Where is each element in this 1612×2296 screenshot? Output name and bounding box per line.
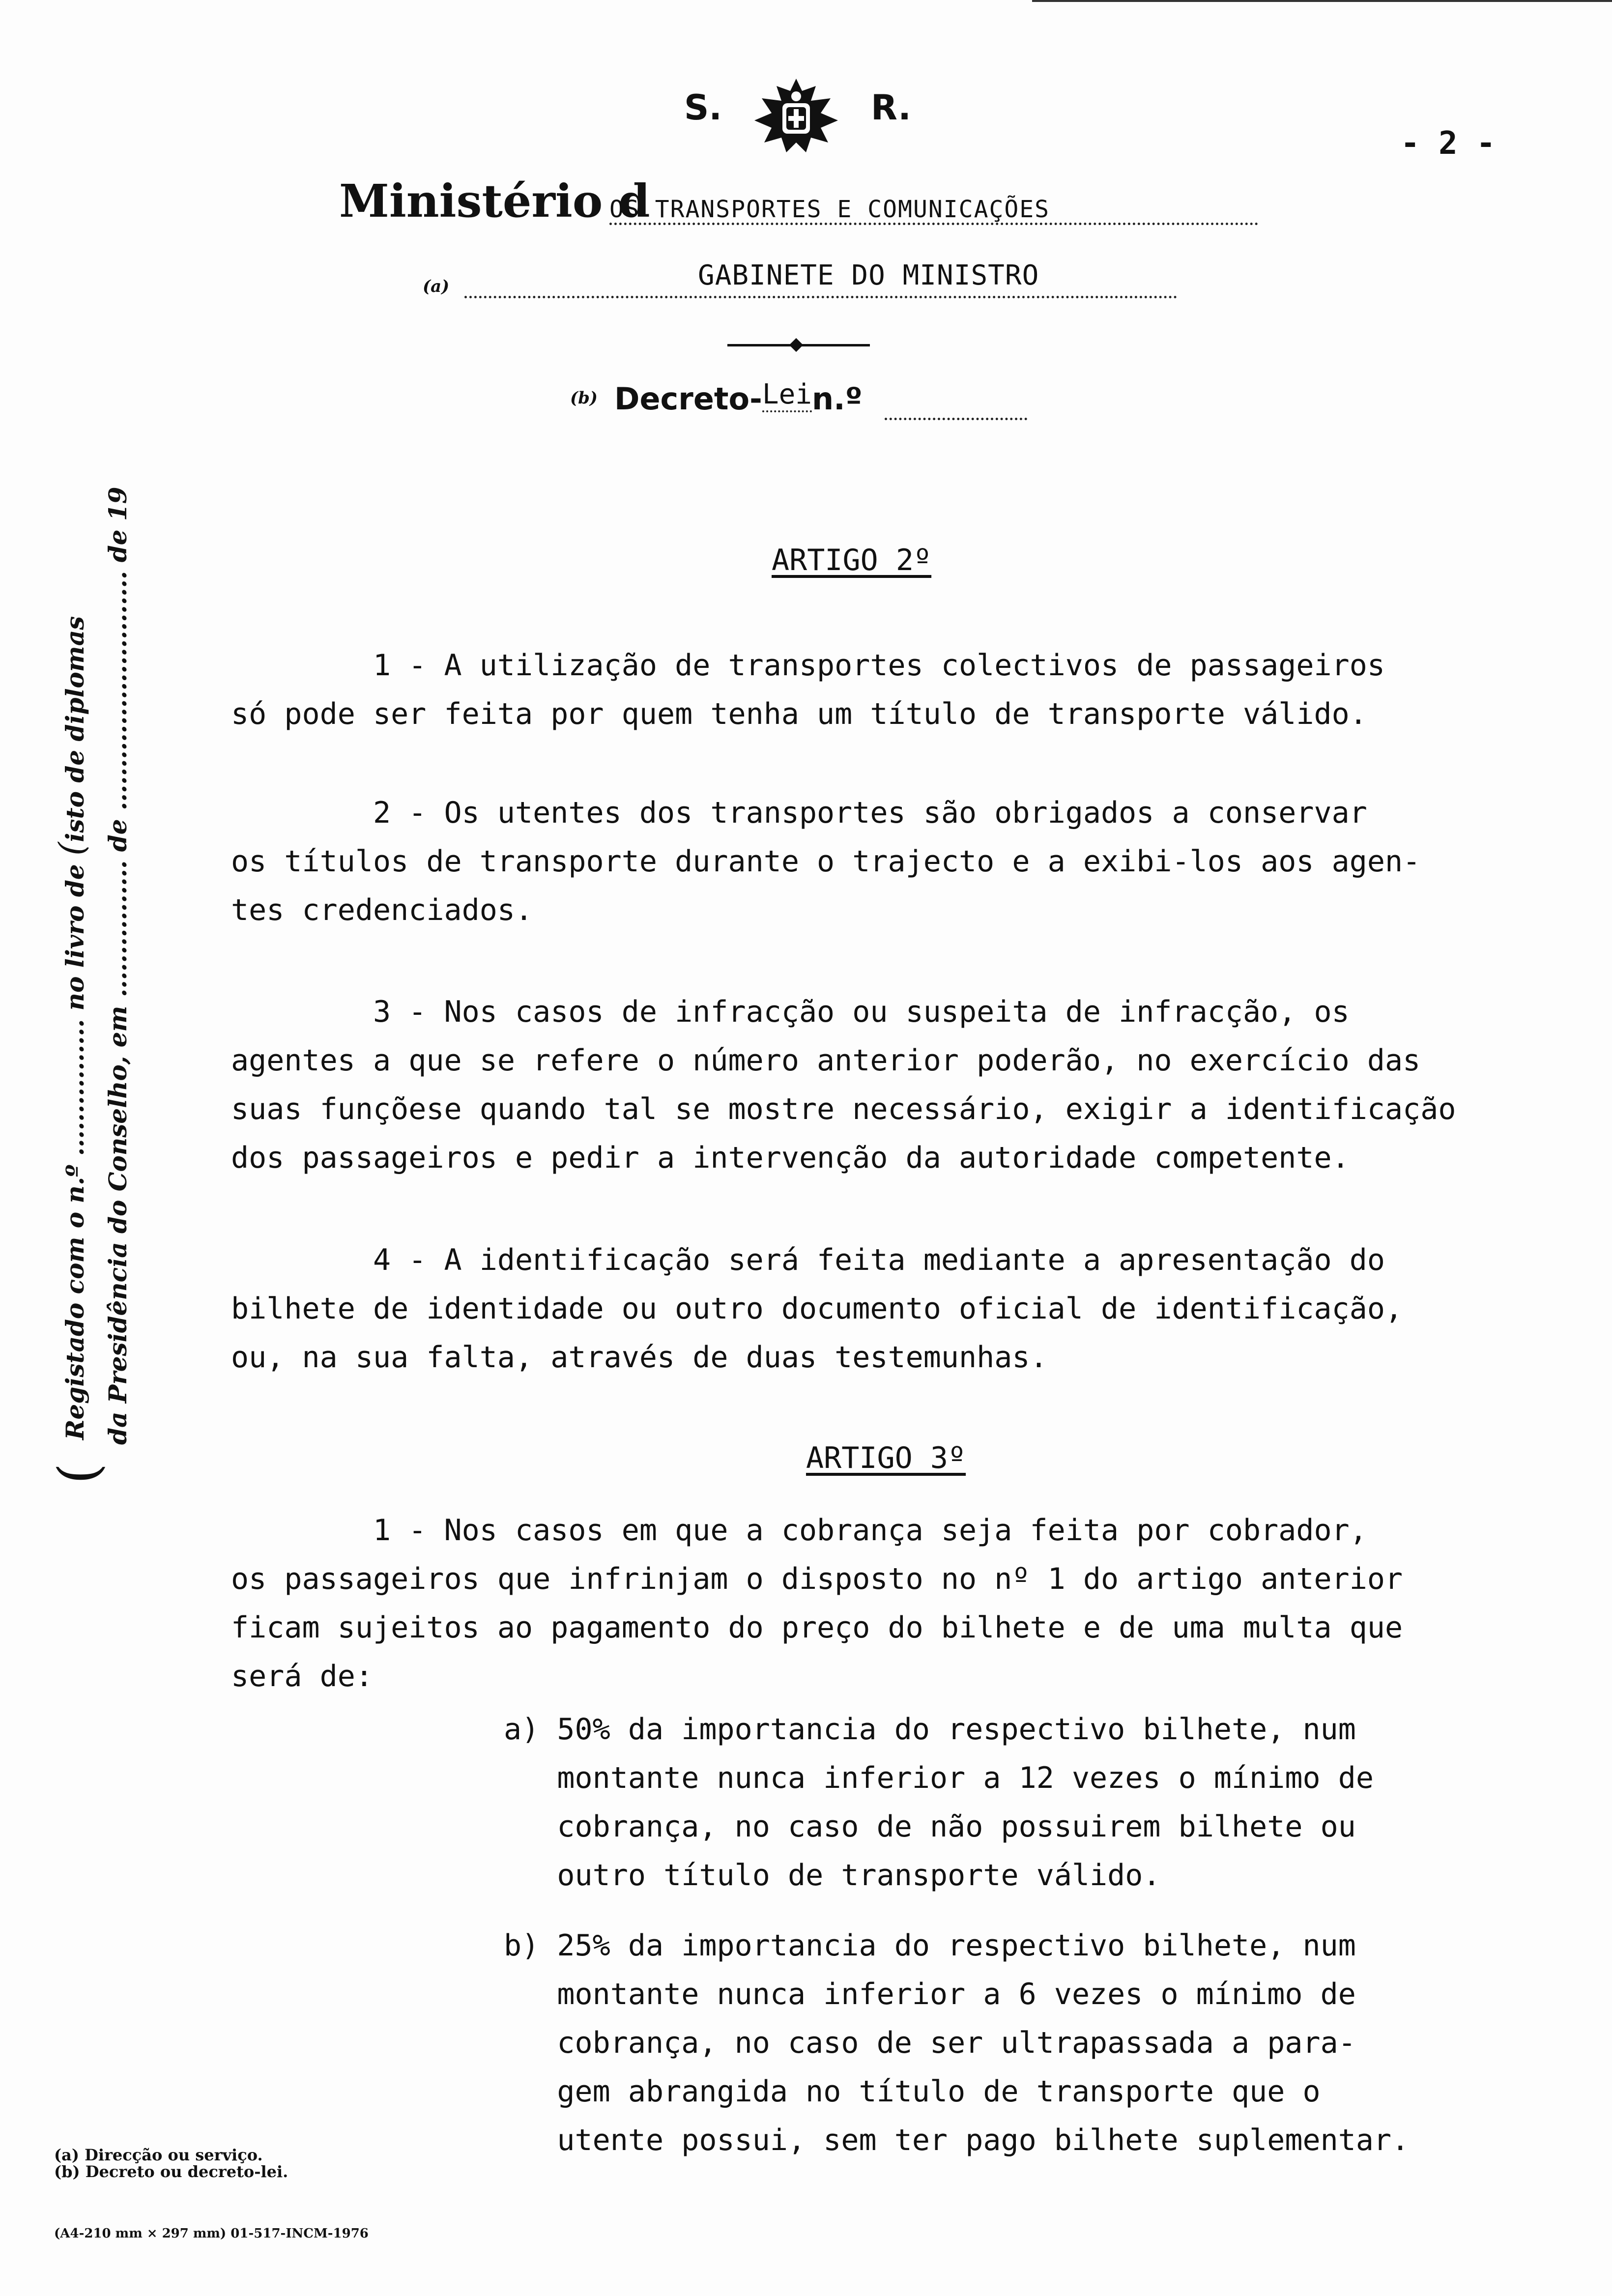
ministry-name: OS TRANSPORTES E COMUNICAÇÕES xyxy=(609,196,1050,223)
article-2-paragraph-3: 3 - Nos casos de infracção ou suspeita de infracção, os agentes a que se refere o número anterior poderão, no exercício das suas funçõese quando tal se mostre necessário, exigir a identificação dos passageiros e pedir a intervenção da autoridade competente. xyxy=(231,995,1456,1175)
sr-right-letter: R. xyxy=(871,87,911,128)
divider-diamond xyxy=(789,338,803,352)
footnote-ref-a: (a) xyxy=(423,277,450,296)
decree-type-typed: Lei xyxy=(762,378,812,412)
article-3-item-b: b) 25% da importancia do respectivo bilhete, num montante nunca inferior a 6 vezes o mínimo de cobrança, no caso de ser ultrapassada a para- gem abrangida no título de transporte que o utente possui, sem ter pago bilhete suplementar. xyxy=(504,1928,1410,2157)
sr-left-letter: S. xyxy=(684,87,722,128)
registration-margin xyxy=(39,487,167,1484)
article-3-heading: ARTIGO 3º xyxy=(806,1441,966,1475)
article-2-paragraph-4: 4 - A identificação será feita mediante a apresentação do bilhete de identidade ou outro documento oficial de identificação, ou, na sua falta, através de duas testemunhas. xyxy=(231,1243,1403,1375)
margin-inner-bracket: ( xyxy=(52,842,92,856)
form-code: (A4-210 mm × 297 mm) 01-517-INCM-1976 xyxy=(54,2226,369,2241)
margin-bracket: ( xyxy=(47,1463,110,1484)
decree-label xyxy=(614,378,863,417)
footnote-ref-b: (b) xyxy=(570,388,598,408)
decree-prefix: Decreto- xyxy=(614,381,762,417)
margin-line-2: da Presidência do Conselho, em ................ de ............................ de 19 xyxy=(103,487,132,1445)
ministry-dotted-line xyxy=(609,223,1258,225)
department-name: GABINETE DO MINISTRO xyxy=(698,259,1039,291)
top-edge-line xyxy=(1032,0,1612,2)
article-2-heading: ARTIGO 2º xyxy=(772,543,932,577)
margin-line-1 xyxy=(52,616,92,1440)
article-2-paragraph-2: 2 - Os utentes dos transportes são obrigados a conservar os títulos de transporte durante o trajecto e a exibi-los aos agen- tes credenciados. xyxy=(231,796,1421,927)
decree-number-label: n.º xyxy=(812,381,863,417)
article-2-paragraph-1: 1 - A utilização de transportes colectivos de passageiros só pode ser feita por quem tenha um título de transporte válido. xyxy=(231,648,1385,731)
department-dotted-line xyxy=(464,296,1177,298)
footnote-a: (a) Direcção ou serviço. xyxy=(54,2146,263,2164)
decree-number-dotted-line xyxy=(885,418,1027,420)
coat-of-arms-emblem xyxy=(747,74,845,157)
footnotes xyxy=(54,2147,288,2180)
article-3-paragraph-1: 1 - Nos casos em que a cobrança seja feita por cobrador, os passageiros que infrinjam o disposto no nº 1 do artigo anterior ficam sujeitos ao pagamento do preço do bilhete e de uma multa que será de: xyxy=(231,1513,1403,1693)
margin-line-1-tail: isto de diplomas xyxy=(60,616,89,842)
ministry-label: Ministério d xyxy=(339,174,650,228)
article-3-item-a: a) 50% da importancia do respectivo bilhete, num montante nunca inferior a 12 vezes o mínimo de cobrança, no caso de não possuirem bilhete ou outro título de transporte válido. xyxy=(504,1712,1374,1893)
page-number: - 2 - xyxy=(1401,125,1496,162)
footnote-b: (b) Decreto ou decreto-lei. xyxy=(54,2162,288,2181)
margin-line-1-text: Registado com o n.º ................ no livro de xyxy=(60,855,89,1440)
